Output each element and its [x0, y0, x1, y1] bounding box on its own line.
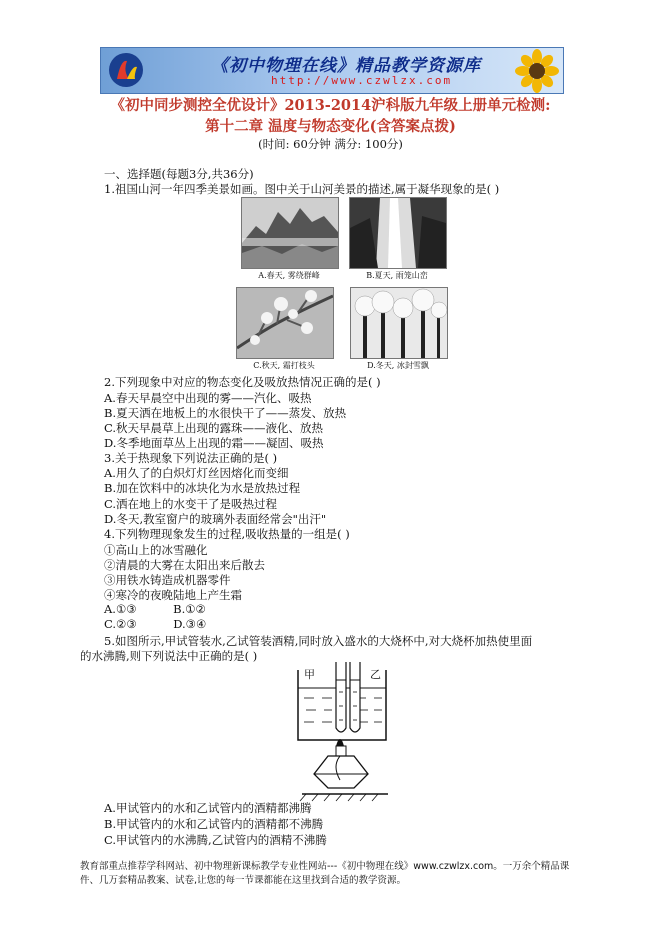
q3-option-c: C.洒在地上的水变干了是吸热过程	[104, 497, 278, 511]
q4-item-2: ②清晨的大雾在太阳出来后散去	[104, 558, 265, 572]
mountain-mist-icon	[241, 197, 339, 269]
q1-caption-a: A.春天, 雾绕群峰	[258, 271, 320, 280]
waterfall-icon	[349, 197, 447, 269]
question-5-stem-line2: 的水沸腾,则下列说法中正确的是( )	[80, 649, 258, 663]
q1-caption-d: D.冬天, 冰封雪飘	[367, 361, 429, 370]
q2-option-c: C.秋天早晨草上出现的露珠——液化、放热	[104, 421, 324, 435]
tube-label-b: 乙	[370, 668, 381, 681]
footer-line2: 件、几万套精品教案、试卷,让您的每一节课都能在这里找到合适的教学资源。	[80, 875, 407, 886]
q3-option-b: B.加在饮料中的冰块化为水是放热过程	[104, 481, 301, 495]
question-3-stem: 3.关于热现象下列说法正确的是( )	[104, 451, 278, 465]
site-banner	[100, 47, 564, 94]
q4-options-row1: A.①③ B.①②	[104, 602, 206, 616]
time-info: (时间: 60分钟 满分: 100分)	[258, 137, 403, 151]
banner-title: 《初中物理在线》精品教学资源库	[211, 56, 481, 76]
q1-caption-b: B.夏天, 雨笼山峦	[366, 271, 428, 280]
q3-option-a: A.用久了的白炽灯灯丝因熔化而变细	[104, 466, 289, 480]
sunflower-icon	[513, 49, 561, 93]
document-title-line2: 第十二章 温度与物态变化(含答案点拨)	[205, 118, 456, 135]
q5-option-a: A.甲试管内的水和乙试管内的酒精都沸腾	[104, 801, 312, 815]
q2-option-a: A.春天早晨空中出现的雾——汽化、吸热	[104, 391, 312, 405]
question-5-stem-line1: 5.如图所示,甲试管装水,乙试管装酒精,同时放入盛水的大烧杯中,对大烧杯加热使里面	[104, 634, 533, 648]
q4-item-3: ③用铁水铸造成机器零件	[104, 573, 231, 587]
footer-line1: 教育部重点推荐学科网站、初中物理新课标教学专业性网站---《初中物理在线》www.czwlzx.com。一万余个精品课	[80, 861, 570, 872]
q2-option-b: B.夏天洒在地板上的水很快干了——蒸发、放热	[104, 406, 347, 420]
question-1-stem: 1.祖国山河一年四季美景如画。图中关于山河美景的描述,属于凝华现象的是( )	[104, 182, 500, 196]
tube-label-a: 甲	[304, 668, 315, 681]
document-title-line1: 《初中同步测控全优设计》2013-2014沪科版九年级上册单元检测:	[110, 97, 551, 114]
snow-forest-icon	[350, 287, 448, 359]
q5-option-b: B.甲试管内的水和乙试管内的酒精都不沸腾	[104, 817, 324, 831]
q5-apparatus-diagram	[292, 662, 412, 804]
q5-option-c: C.甲试管内的水沸腾,乙试管内的酒精不沸腾	[104, 833, 327, 847]
banner-url[interactable]: http://www.czwlzx.com	[271, 74, 453, 87]
q1-caption-c: C.秋天, 霜打枝头	[253, 361, 315, 370]
section-heading: 一、选择题(每题3分,共36分)	[104, 167, 254, 181]
q4-item-1: ①高山上的冰雪融化	[104, 543, 208, 557]
q4-options-row2: C.②③ D.③④	[104, 617, 207, 631]
q4-item-4: ④寒冷的夜晚陆地上产生霜	[104, 588, 242, 602]
page-footer	[80, 860, 590, 888]
q2-option-d: D.冬季地面草丛上出现的霜——凝固、吸热	[104, 436, 324, 450]
q3-option-d: D.冬天,教室窗户的玻璃外表面经常会"出汗"	[104, 512, 327, 526]
question-2-stem: 2.下列现象中对应的物态变化及吸放热情况正确的是( )	[104, 375, 381, 389]
frost-branch-icon	[236, 287, 334, 359]
question-4-stem: 4.下列物理现象发生的过程,吸收热量的一组是( )	[104, 527, 350, 541]
site-logo-icon	[107, 51, 145, 89]
